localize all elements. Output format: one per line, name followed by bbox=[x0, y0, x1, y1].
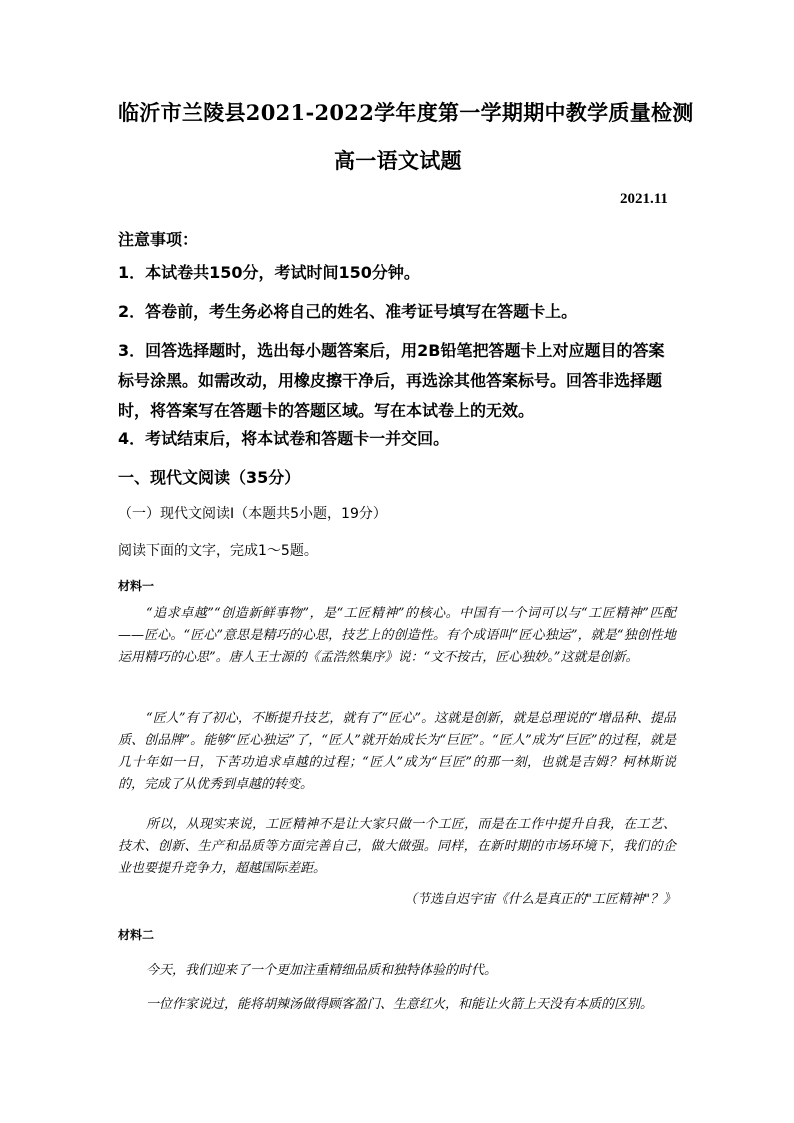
exam-date: 2021.11 bbox=[620, 191, 668, 207]
note-item: 4．考试结束后，将本试卷和答题卡一并交回。 bbox=[118, 429, 450, 448]
exam-title: 临沂市兰陵县2021-2022学年度第一学期期中教学质量检测 bbox=[118, 100, 694, 125]
note-item: 1．本试卷共150分，考试时间150分钟。 bbox=[118, 263, 420, 282]
material-line: 一位作家说过，能将胡辣汤做得顾客盈门、生意红火，和能让火箭上天没有本质的区别。 bbox=[146, 997, 654, 1012]
note-item: 3．回答选择题时，选出每小题答案后，用2B铅笔把答题卡上对应题目的答案标号涂黑。如需改动，用橡皮擦干净后，再选涂其他答案标号。回答非选择题时，将答案写在答题卡的答题区域。写在本试卷上的无效。 bbox=[118, 341, 665, 420]
section-heading: 一、现代文阅读（35分） bbox=[118, 468, 301, 487]
note-item: 2．答卷前，考生务必将自己的姓名、准考证号填写在答题卡上。 bbox=[118, 302, 578, 321]
material-paragraph: “匠人”有了初心，不断提升技艺，就有了“匠心”。这就是创新，就是总理说的“增品种、提品质、创品牌”。能够“匠心独运”了，“匠人”就开始成长为“巨匠”。“匠人”成为“巨匠”的过程，就是几十年如一日，下苦功追求卓越的过程；“匠人”成为“巨匠”的那一刻，也就是吉姆？柯林斯说的，完成了从优秀到卓越的转变。 bbox=[118, 711, 676, 792]
notes-heading: 注意事项： bbox=[118, 230, 199, 249]
sub-section-heading: （一）现代文阅读Ⅰ（本题共5小题，19分） bbox=[118, 506, 387, 522]
exam-subtitle: 高一语文试题 bbox=[334, 148, 462, 173]
material-label: 材料二 bbox=[118, 928, 155, 942]
material-label: 材料一 bbox=[118, 579, 155, 593]
material-paragraph: 所以，从现实来说，工匠精神不是让大家只做一个工匠，而是在工作中提升自我，在工艺、技术、创新、生产和品质等方面完善自己，做大做强。同样，在新时期的市场环境下，我们的企业也要提升竞争力，超越国际差距。 bbox=[118, 817, 676, 876]
reading-instruction: 阅读下面的文字，完成1～5题。 bbox=[118, 543, 318, 559]
material-paragraph: “追求卓越”“创造新鲜事物”，是“工匠精神”的核心。中国有一个词可以与“工匠精神”匹配——匠心。“匠心”意思是精巧的心思，技艺上的创造性。有个成语叫“匠心独运”，就是“独创性地运用精巧的心思”。唐人王士源的《孟浩然集序》说：“文不按古，匠心独妙。”这就是创新。 bbox=[118, 606, 676, 665]
material-source: （节选自迟宇宙《什么是真正的"工匠精神"？》 bbox=[404, 892, 676, 907]
material-line: 今天，我们迎来了一个更加注重精细品质和独特体验的时代。 bbox=[146, 963, 498, 978]
